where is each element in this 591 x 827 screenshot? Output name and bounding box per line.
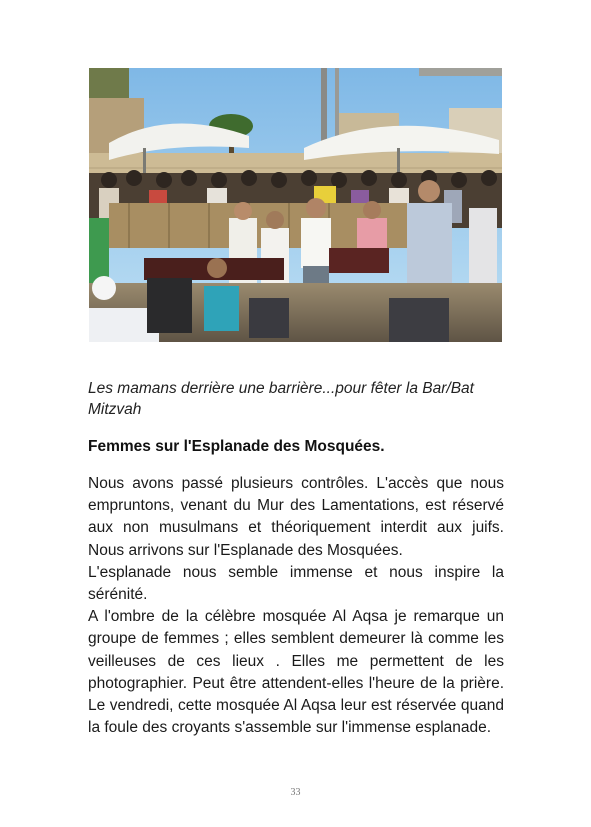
paragraph: Nous avons passé plusieurs contrôles. L'accès que nous empruntons, venant du Mur des Lamentations, est réservé aux non musulmans et théoriquement interdit aux juifs. Nous arrivons sur l'Esplanade des Mosquées. <box>88 475 504 559</box>
body-text <box>88 473 504 739</box>
section-heading: Femmes sur l'Esplanade des Mosquées. <box>88 438 385 455</box>
bar-mitzvah-photo <box>89 68 502 342</box>
photo-caption: Les mamans derrière une barrière...pour fêter la Bar/Bat Mitzvah <box>88 380 474 418</box>
page-number: 33 <box>290 787 301 798</box>
paragraph: A l'ombre de la célèbre mosquée Al Aqsa je remarque un groupe de femmes ; elles semblent demeurer là comme les veilleuses de ces lieux . Elles me permettent de les photographier. Peut être attendent-elles l'heure de la prière. Le vendredi, cette mosquée Al Aqsa leur est réservée quand la foule des croyants s'assemble sur l'immense esplanade. <box>88 608 504 737</box>
paragraph: L'esplanade nous semble immense et nous inspire la sérénité. <box>88 563 504 604</box>
